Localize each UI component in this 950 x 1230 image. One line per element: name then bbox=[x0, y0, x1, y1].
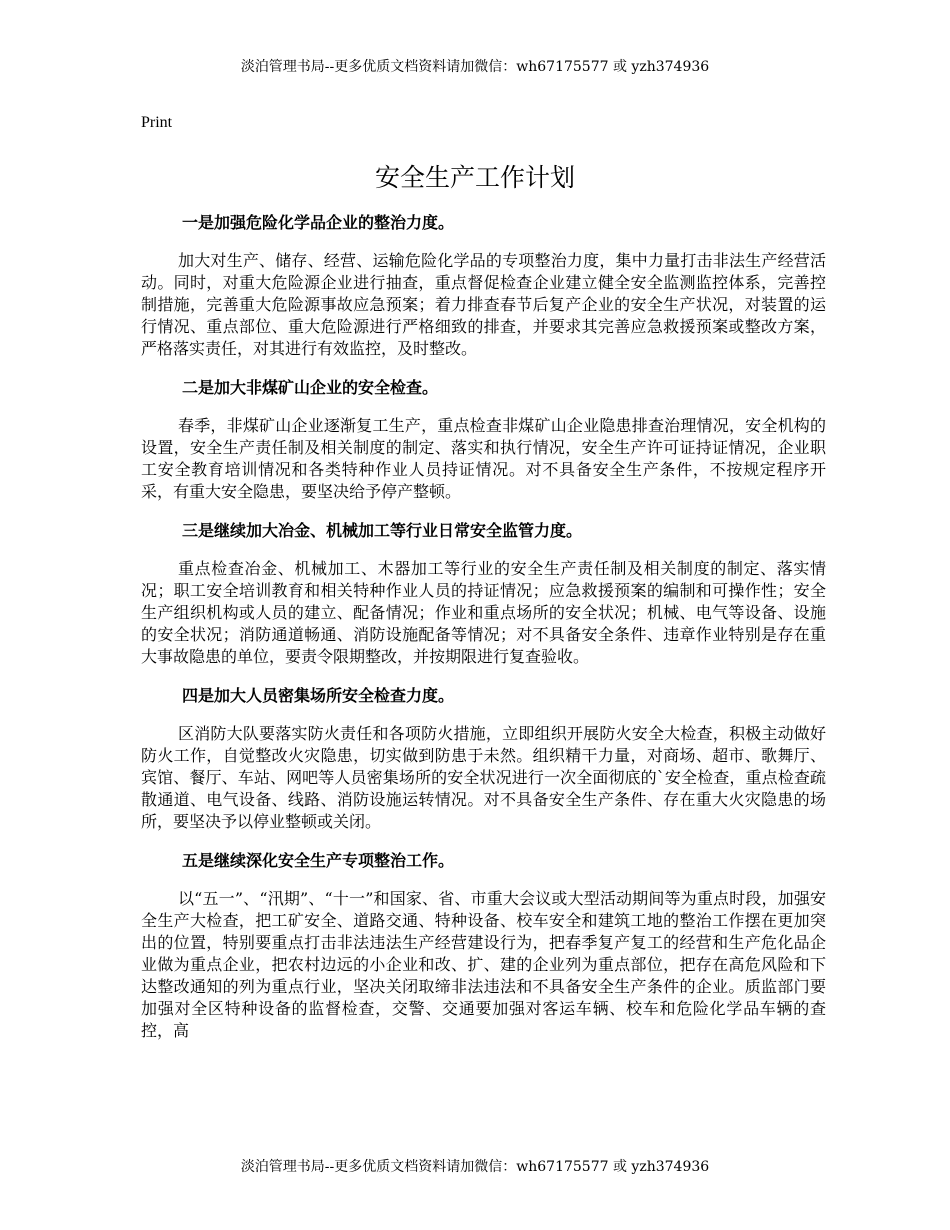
print-label: Print bbox=[141, 114, 173, 131]
section-heading-1: 一是加强危险化学品企业的整治力度。 bbox=[182, 213, 455, 232]
section-body-2: 春季，非煤矿山企业逐渐复工生产，重点检查非煤矿山企业隐患排查治理情况，安全机构的设置，安全生产责任制及相关制度的制定、落实和执行情况，安全生产许可证持证情况，企业职工安全教育培训情况和各类特种作业人员持证情况。对不具备安全生产条件，不按规定程序开采，有重大安全隐患，要坚决给予停产整顿。 bbox=[141, 416, 826, 501]
section-body-4: 区消防大队要落实防火责任和各项防火措施，立即组织开展防火安全大检查，积极主动做好防火工作，自觉整改火灾隐患，切实做到防患于未然。组织精干力量，对商场、超市、歌舞厅、宾馆、餐厅、车站、网吧等人员密集场所的安全状况进行一次全面彻底的`安全检查，重点检查疏散通道、电气设备、线路、消防设施运转情况。对不具备安全生产条件、存在重大火灾隐患的场所，要坚决予以停业整顿或关闭。 bbox=[141, 724, 826, 831]
section-heading-3: 三是继续加大冶金、机械加工等行业日常安全监管力度。 bbox=[182, 521, 583, 540]
section-heading-2: 二是加大非煤矿山企业的安全检查。 bbox=[182, 378, 439, 397]
section-heading-4: 四是加大人员密集场所安全检查力度。 bbox=[182, 686, 455, 705]
document-title: 安全生产工作计划 bbox=[374, 163, 575, 192]
page-footer: 淡泊管理书局--更多优质文档资料请加微信：wh67175577 或 yzh374936 bbox=[240, 1159, 710, 1175]
page-header: 淡泊管理书局--更多优质文档资料请加微信：wh67175577 或 yzh374936 bbox=[240, 59, 710, 75]
section-body-5: 以“五一”、“汛期”、“十一”和国家、省、市重大会议或大型活动期间等为重点时段，加强安全生产大检查，把工矿安全、道路交通、特种设备、校车安全和建筑工地的整治工作摆在更加突出的位置，特别要重点打击非法违法生产经营建设行为，把春季复产复工的经营和生产危化品企业做为重点企业，把农村边远的小企业和改、扩、建的企业列为重点部位，把存在高危风险和下达整改通知的列为重点行业，坚决关闭取缔非法违法和不具备安全生产条件的企业。质监部门要加强对全区特种设备的监督检查，交警、交通要加强对客运车辆、校车和危险化学品车辆的查控，高 bbox=[141, 889, 826, 1040]
section-body-3: 重点检查冶金、机械加工、木器加工等行业的安全生产责任制及相关制度的制定、落实情况；职工安全培训教育和相关特种作业人员的持证情况；应急救援预案的编制和可操作性；安全生产组织机构或人员的建立、配备情况；作业和重点场所的安全状况；机械、电气等设备、设施的安全状况；消防通道畅通、消防设施配备等情况；对不具备安全条件、违章作业特别是存在重大事故隐患的单位，要责令限期整改，并按期限进行复查验收。 bbox=[141, 559, 826, 666]
section-heading-5: 五是继续深化安全生产专项整治工作。 bbox=[182, 851, 455, 870]
section-body-1: 加大对生产、储存、经营、运输危险化学品的专项整治力度，集中力量打击非法生产经营活动。同时，对重大危险源企业进行抽查，重点督促检查企业建立健全安全监测监控体系，完善控制措施，完善重大危险源事故应急预案；着力排查春节后复产企业的安全生产状况，对装置的运行情况、重点部位、重大危险源进行严格细致的排查，并要求其完善应急救援预案或整改方案，严格落实责任，对其进行有效监控，及时整改。 bbox=[141, 251, 826, 358]
document-content bbox=[141, 212, 826, 1059]
